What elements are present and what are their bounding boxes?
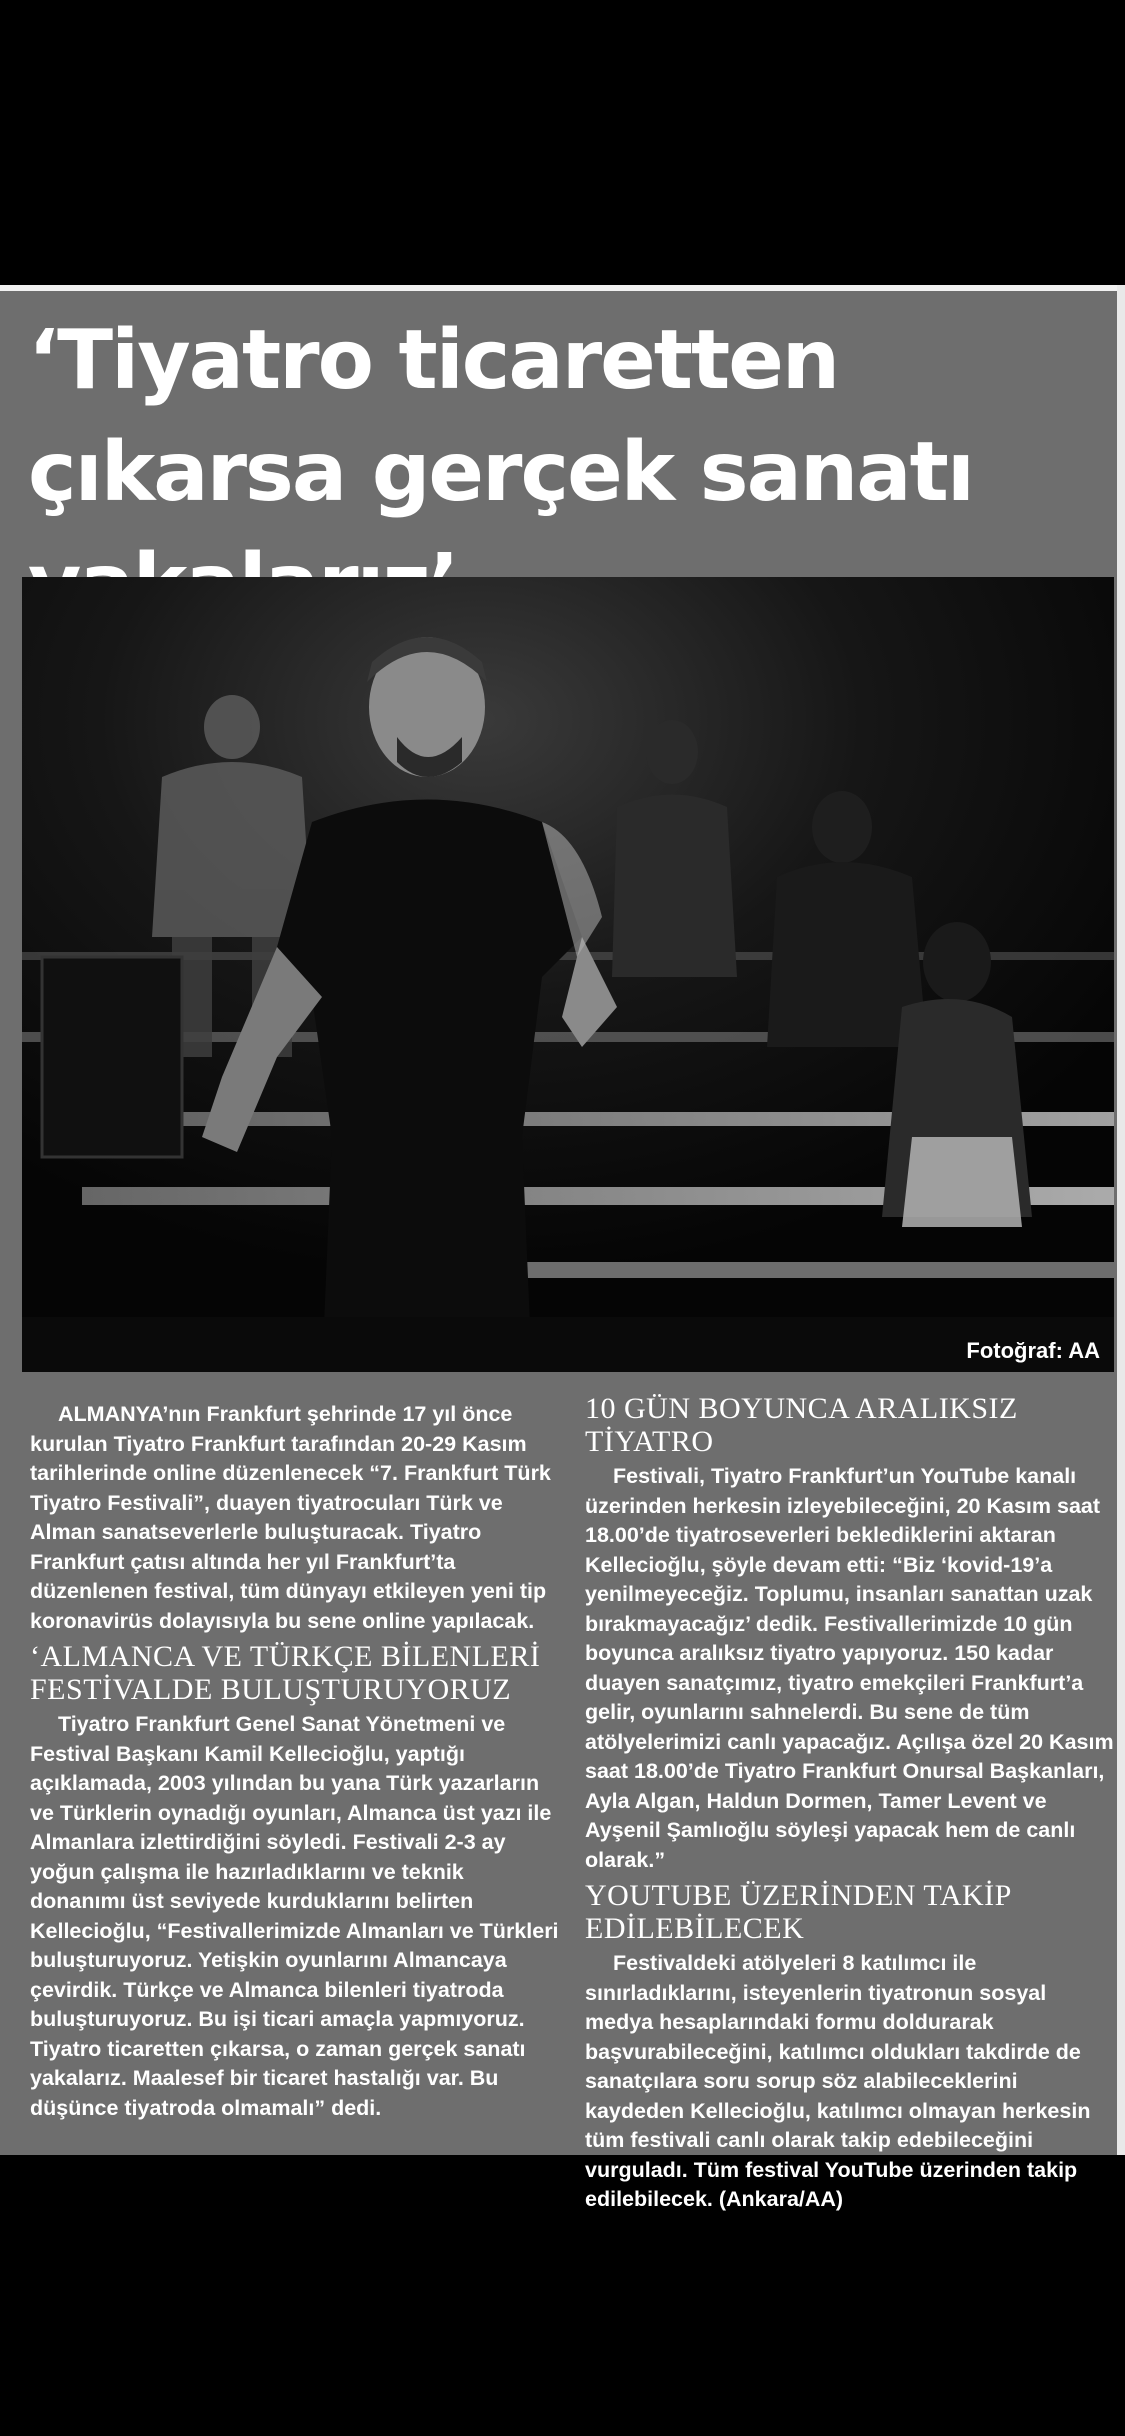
article-body-paragraph: Festivaldeki atölyeleri 8 katılımcı ile sınırladıklarını, isteyenlerin tiyatronun sosyal medya hesaplarındaki formu doldurarak başvurabileceğini, katılımcı oldukları takdirde de sanatçılara soru sorup söz alabileceklerini kaydeden Kellecioğlu, katılımcı olmayan herkesin tüm festivali canlı olarak takip edebileceğini vurguladı. Tüm festival YouTube üzerinden takip edilebilecek. (Ankara/AA) [585, 1951, 1091, 2211]
article-photo [22, 577, 1114, 1372]
article-column-right [585, 1392, 1115, 2215]
article-body-paragraph: Festivali, Tiyatro Frankfurt’un YouTube kanalı üzerinden herkesin izleyebileceğini, 20 Kasım saat 18.00’de tiyatroseverleri beklediklerini aktaran Kellecioğlu, şöyle devam etti: “Biz ‘kovid-19’a yenilmeyeceğiz. Toplumu, insanları sanattan uzak bırakmayacağız’ dedik. Festivallerimizde 10 gün boyunca aralıksız tiyatro yapıyoruz. 150 kadar duayen sanatçımız, tiyatro emekçileri Frankfurt’a gelir, oyunlarını sahnelerdi. Bu sene de tüm atölyelerimizi canlı yapacağız. Açılışa özel 20 Kasım saat 18.00’de Tiyatro Frankfurt Onursal Başkanları, Ayla Algan, Haldun Dormen, Tamer Levent ve Ayşenil Şamlıoğlu söyleşi yapacak hem de canlı olarak.” [585, 1464, 1114, 1872]
photo-credit: Fotoğraf: AA [966, 1338, 1100, 1363]
headline: ‘Tiyatro ticaretten çıkarsa gerçek sanatı [28, 313, 973, 520]
newspaper-clipping [0, 285, 1125, 2211]
stage-photo-illustration [22, 577, 1114, 1372]
article-intro-paragraph: ALMANYA’nın Frankfurt şehrinde 17 yıl önce kurulan Tiyatro Frankfurt tarafından 20-29 Kasım tarihlerinde online düzenlenecek “7. Frankfurt Türk Tiyatro Festivali”, duayen tiyatrocuları Türk ve Alman sanatseverlerle buluşturacak. Tiyatro Frankfurt çatısı altında her yıl Frankfurt’ta düzenlenen festival, tüm dünyayı etkileyen yeni tip koronavirüs dolayısıyla bu sene online yapılacak. [30, 1402, 551, 1633]
article-column-left [30, 1400, 562, 2123]
article-body-paragraph: Tiyatro Frankfurt Genel Sanat Yönetmeni ve Festival Başkanı Kamil Kellecioğlu, yaptığı açıklamada, 2003 yılından bu yana Türk yazarların ve Türklerin oynadığı oyunları, Almanca üst yazı ile Almanlara izlettirdiğini söyledi. Festivali 2-3 ay yoğun çalışma ile hazırladıklarını ve teknik donanımı üst seviyede kurduklarını belirten Kellecioğlu, “Festivallerimizde Almanları ve Türkleri buluşturuyoruz. Yetişkin oyunlarını Almancaya çevirdik. Türkçe ve Almanca bilenleri tiyatroda buluşturuyoruz. Bu işi ticari amaçla yapmıyoruz. Tiyatro ticaretten çıkarsa, o zaman gerçek sanatı yakalarız. Maalesef bir ticaret hastalığı var. Bu düşünce tiyatroda olmamalı” dedi. [30, 1712, 559, 2120]
subheading-almanca: ‘ALMANCA VE TÜRKÇE BİLENLERİ FESTİVALDE BULUŞTURUYORUZ [30, 1640, 541, 1706]
subheading-10-gun: 10 GÜN BOYUNCA ARALIKSIZ TİYATRO [585, 1392, 1018, 1458]
subheading-youtube: YOUTUBE ÜZERİNDEN TAKİP EDİLEBİLECEK [585, 1879, 1011, 1945]
